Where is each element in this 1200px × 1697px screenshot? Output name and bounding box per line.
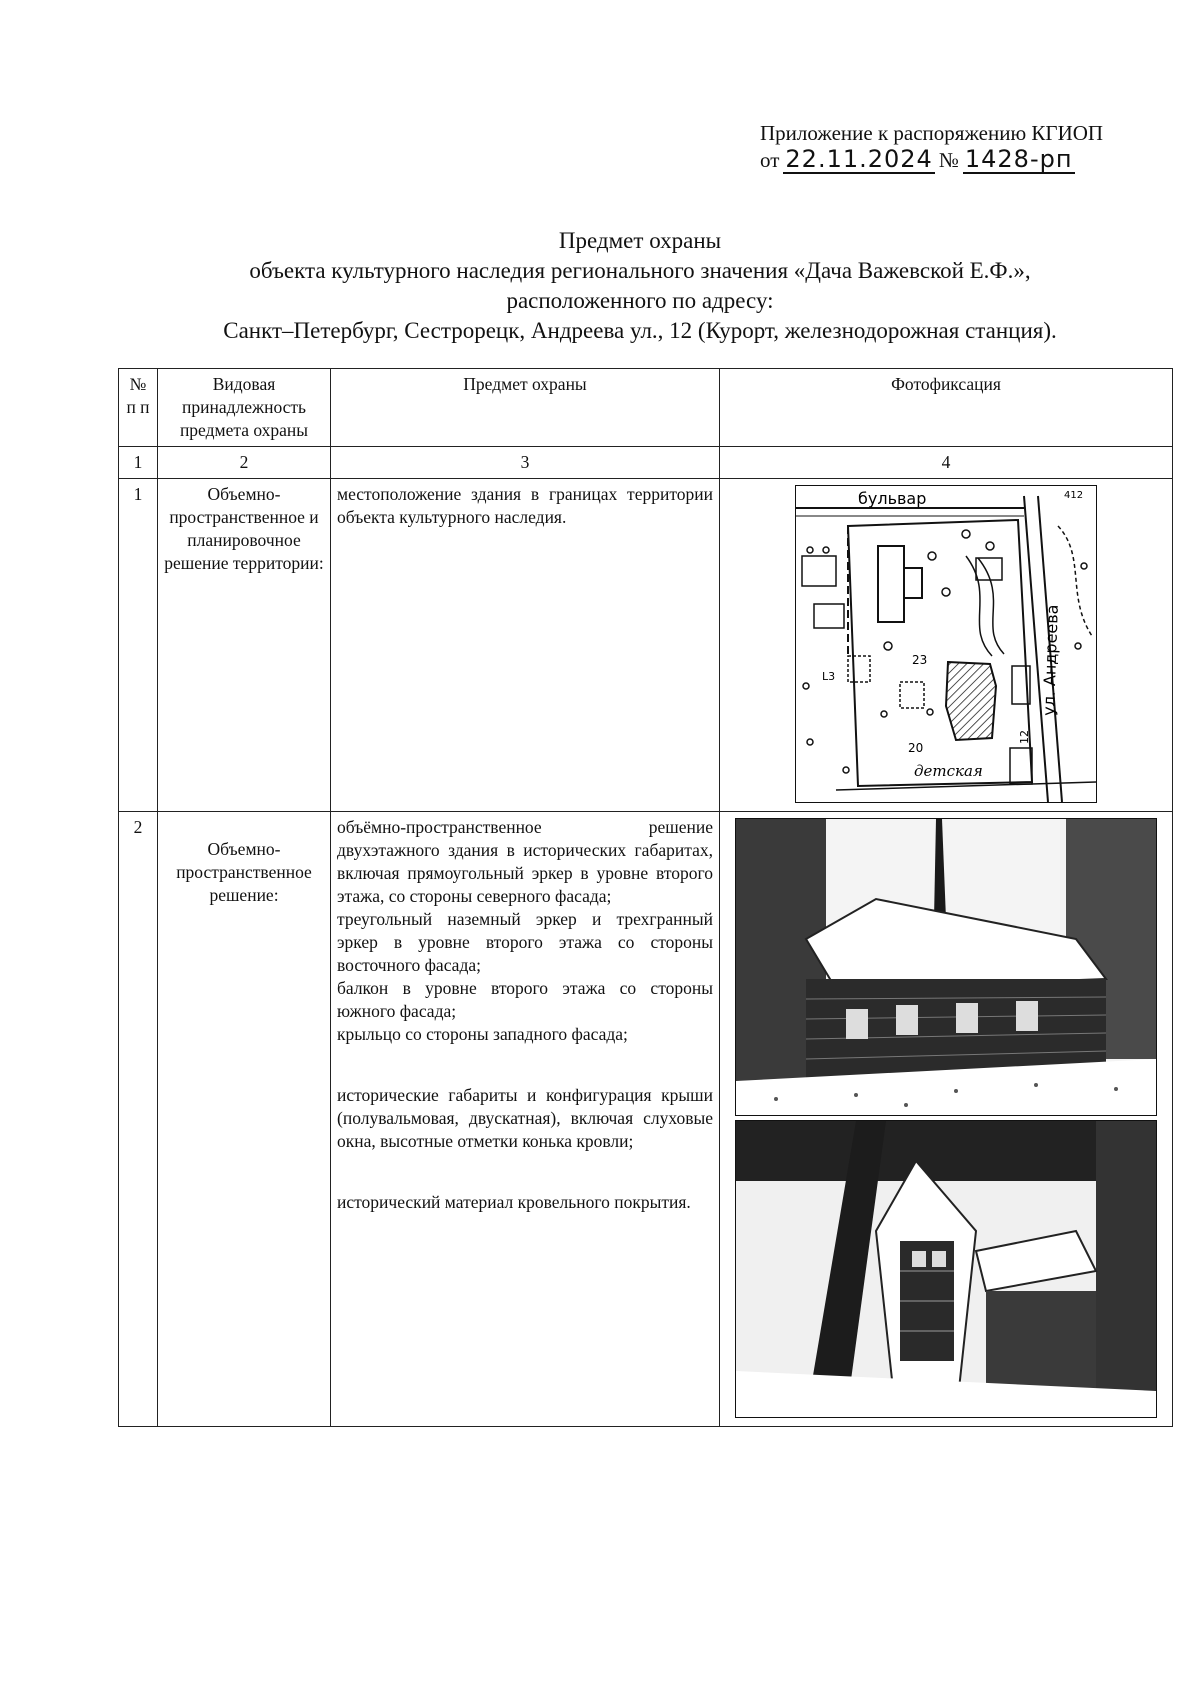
protection-subject-table	[118, 368, 1173, 1427]
row-number: 2	[119, 812, 158, 1427]
map-top-street: бульвар	[858, 489, 927, 508]
header-type: Видовая принадлежность предмета охраны	[158, 369, 331, 447]
subject-item: исторические габариты и конфигурация крыши (полувальмовая, двускатная), включая слуховые окна, высотные отметки конька кровли;	[337, 1085, 713, 1151]
map-num-e: 412	[1064, 490, 1084, 501]
title-line-1: Предмет охраны	[558, 228, 722, 253]
row-type	[158, 812, 331, 1427]
table-row	[119, 479, 1173, 812]
map-side-street: ул. Андреева	[1039, 604, 1062, 717]
map-num-d: L3	[822, 670, 836, 683]
document-title	[180, 226, 1100, 346]
col-number: 2	[158, 447, 331, 479]
subject-item: исторический материал кровельного покрытия.	[337, 1192, 691, 1212]
title-address: Санкт–Петербург, Сестрорецк, Андреева ул., 12 (Курорт, железнодорожная станция).	[223, 318, 1057, 343]
title-line-2: объекта культурного наследия регионального значения «Дача Важевской Е.Ф.»,	[249, 258, 1031, 283]
col-number: 3	[331, 447, 720, 479]
row-subject	[331, 812, 720, 1427]
subject-item: объёмно-пространственное решение двухэтажного здания в исторических габаритах, включая прямоугольный эркер в уровне второго этажа, со стороны северного фасада;	[337, 817, 713, 906]
col-number: 4	[720, 447, 1173, 479]
annex-header	[760, 120, 1160, 174]
site-plan-map	[795, 485, 1097, 803]
annex-number: 1428-рп	[964, 145, 1073, 173]
map-num-c: 12	[1018, 730, 1031, 744]
building-photo-2-image	[736, 1121, 1156, 1417]
annex-date-line	[760, 146, 1160, 174]
table-header-row	[119, 369, 1173, 447]
annex-date: 22.11.2024	[785, 145, 933, 173]
map-num-b: 20	[908, 741, 924, 755]
building-photo-1	[735, 818, 1157, 1116]
table-row	[119, 812, 1173, 1427]
header-subject: Предмет охраны	[331, 369, 720, 447]
subject-item: балкон в уровне второго этажа со стороны южного фасада;	[337, 978, 713, 1021]
building-photo-2	[735, 1120, 1157, 1418]
column-number-row	[119, 447, 1173, 479]
photo-cell	[720, 812, 1173, 1427]
photo-cell	[720, 479, 1173, 812]
subject-item: треугольный наземный эркер и трехгранный эркер в уровне второго этажа со стороны восточного фасада;	[337, 909, 713, 975]
col-number: 1	[119, 447, 158, 479]
title-line-3: расположенного по адресу:	[506, 288, 774, 313]
subject-item: крыльцо со стороны западного фасада;	[337, 1024, 628, 1044]
building-photo-1-image	[736, 819, 1156, 1115]
row-subject: местоположение здания в границах территории объекта культурного наследия.	[331, 479, 720, 812]
map-num-a: 23	[912, 653, 928, 667]
annex-from-label: от	[760, 148, 780, 172]
map-bottom-label: детская	[914, 762, 983, 780]
header-num: № п п	[119, 369, 158, 447]
annex-number-label: №	[938, 148, 959, 172]
site-plan-drawing	[796, 486, 1096, 802]
annex-title: Приложение к распоряжению КГИОП	[760, 121, 1104, 145]
row-type-text: Объемно-пространственное решение:	[176, 839, 312, 905]
row-number: 1	[119, 479, 158, 812]
header-photo: Фотофиксация	[720, 369, 1173, 447]
row-type: Объемно-пространственное и планировочное решение территории:	[158, 479, 331, 812]
